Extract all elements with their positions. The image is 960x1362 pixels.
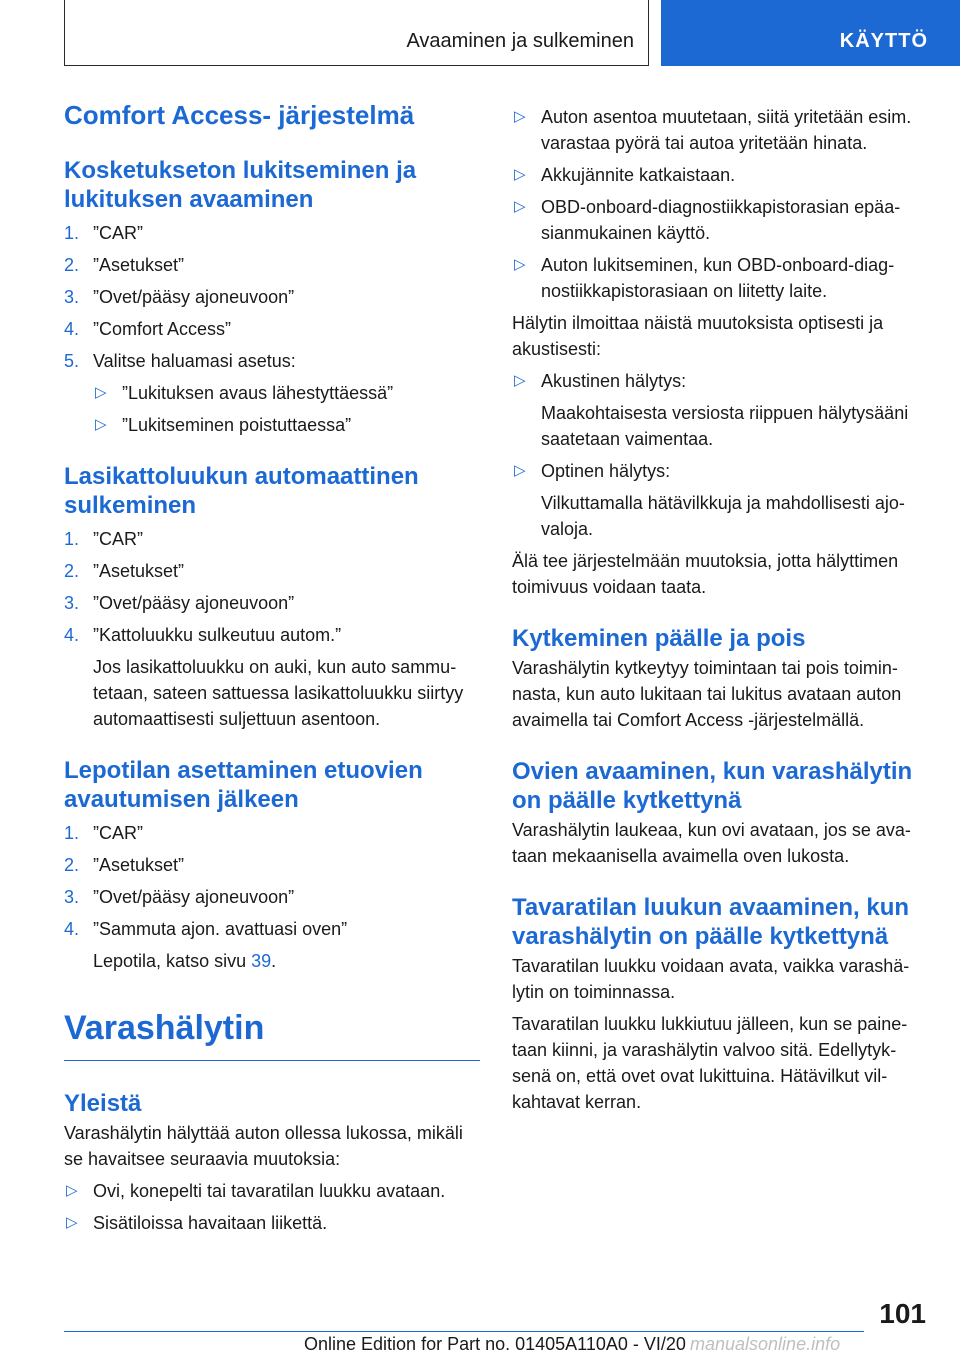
step-number: 4. bbox=[64, 919, 80, 939]
switch-text: Varashälytin kytkeytyy toimintaan tai pois toiminnasta, kun auto lukitaan tai lukitus avataan auton avaimella tai Comfort Access -järjestelmällä. bbox=[512, 658, 902, 730]
list-item bbox=[64, 622, 480, 648]
edition-text: Online Edition for Part no. 01405A110A0 - VI/20 bbox=[304, 1334, 686, 1354]
header-section-title: Avaaminen ja sulkeminen bbox=[406, 30, 634, 52]
standby-note bbox=[64, 948, 480, 974]
list-item bbox=[512, 252, 928, 304]
bullet-text: OBD-onboard-diagnostiikkapistorasian epäasianmukainen käyttö. bbox=[541, 197, 901, 243]
touchless-options-list bbox=[64, 380, 480, 438]
acoustic-label: Akustinen hälytys: bbox=[541, 371, 687, 391]
warning-text: Älä tee järjestelmään muutoksia, jotta hälyttimen toimivuus voidaan taata. bbox=[512, 551, 899, 597]
step-number: 3. bbox=[64, 887, 80, 907]
step-text: Valitse haluamasi asetus: bbox=[93, 351, 296, 371]
left-column bbox=[64, 100, 480, 1236]
right-column bbox=[512, 104, 928, 1115]
triangle-bullet-icon: ▷ bbox=[95, 416, 107, 433]
step-number: 5. bbox=[64, 351, 80, 371]
triangle-bullet-icon: ▷ bbox=[514, 198, 526, 215]
standby-note-prefix: Lepotila, katso sivu bbox=[93, 951, 252, 971]
step-number: 4. bbox=[64, 625, 80, 645]
trunk-title: Tavaratilan luukun avaaminen, kun varashälytin on päälle kytkettynä bbox=[512, 894, 910, 950]
step-number: 1. bbox=[64, 223, 80, 243]
bullet-text: Sisätiloissa havaitaan liikettä. bbox=[93, 1213, 328, 1233]
list-item bbox=[512, 162, 928, 188]
page-reference-link[interactable]: 39 bbox=[251, 951, 272, 971]
optical-label: Optinen hälytys: bbox=[541, 461, 671, 481]
signal-text: Hälytin ilmoittaa näistä muutoksista optisesti ja akustisesti: bbox=[512, 313, 884, 359]
list-item bbox=[64, 412, 480, 438]
step-text: ”CAR” bbox=[93, 529, 143, 549]
step-text: ”CAR” bbox=[93, 823, 143, 843]
list-item bbox=[64, 916, 480, 942]
sunroof-closing-title: Lasikattoluukun automaattinen sulkeminen bbox=[64, 463, 419, 519]
triangle-bullet-icon: ▷ bbox=[514, 256, 526, 273]
bullet-text: Auton lukitseminen, kun OBD-onboard-diagnostiikkapistorasiaan on liitetty laite. bbox=[541, 255, 895, 301]
list-item bbox=[64, 348, 480, 374]
header-chapter-tab[interactable] bbox=[661, 0, 960, 66]
step-text: ”Asetukset” bbox=[93, 561, 185, 581]
step-text: ”CAR” bbox=[93, 223, 143, 243]
general-title: Yleistä bbox=[64, 1090, 142, 1117]
doors-text: Varashälytin laukeaa, kun ovi avataan, jos se avataan mekaanisella avaimella oven lukosta. bbox=[512, 820, 911, 866]
triangle-bullet-icon: ▷ bbox=[514, 462, 526, 479]
bullet-text: Akkujännite katkaistaan. bbox=[541, 165, 736, 185]
list-item bbox=[64, 252, 480, 278]
step-number: 3. bbox=[64, 287, 80, 307]
triangle-bullet-icon: ▷ bbox=[66, 1182, 78, 1199]
touchless-steps-list bbox=[64, 220, 480, 374]
step-text: ”Ovet/pääsy ajoneuvoon” bbox=[93, 593, 295, 613]
standby-steps-list bbox=[64, 820, 480, 942]
switch-title: Kytkeminen päälle ja pois bbox=[512, 625, 806, 652]
trunk-text-2: Tavaratilan luukku lukkiutuu jälleen, kun se painetaan kiinni, ja varashälytin valvoo sitä. Edellytyksenä on, että ovet ovat lukittuina. Hätävilkut vilkahtavat kerran. bbox=[512, 1014, 908, 1112]
trunk-text-1: Tavaratilan luukku voidaan avata, vaikka varashälytin on toiminnassa. bbox=[512, 956, 910, 1002]
standby-title: Lepotilan asettaminen etuovien avautumisen jälkeen bbox=[64, 757, 423, 813]
general-text: Varashälytin hälyttää auton ollessa lukossa, mikäli se havaitsee seuraavia muutoksia: bbox=[64, 1123, 463, 1169]
acoustic-list bbox=[512, 368, 928, 394]
list-item bbox=[64, 1178, 480, 1204]
bullet-text: Auton asentoa muutetaan, siitä yritetään esim. varastaa pyörä tai autoa yritetään hinata. bbox=[541, 107, 912, 153]
list-item bbox=[64, 526, 480, 552]
step-number: 3. bbox=[64, 593, 80, 613]
sunroof-note: Jos lasikattoluukku on auki, kun auto sammutetaan, sateen sattuessa lasikattoluukku siirtyy automaattisesti suljettuun asentoon. bbox=[93, 657, 464, 729]
step-number: 2. bbox=[64, 561, 80, 581]
alarm-title: Varashälytin bbox=[64, 1009, 265, 1047]
section-divider bbox=[64, 1060, 480, 1061]
option-text: ”Lukitseminen poistuttaessa” bbox=[122, 415, 352, 435]
optical-note: Vilkuttamalla hätävilkkuja ja mahdollisesti ajovaloja. bbox=[541, 493, 905, 539]
step-text: ”Asetukset” bbox=[93, 255, 185, 275]
triangle-bullet-icon: ▷ bbox=[514, 372, 526, 389]
step-text: ”Asetukset” bbox=[93, 855, 185, 875]
list-item bbox=[64, 380, 480, 406]
step-number: 4. bbox=[64, 319, 80, 339]
step-number: 2. bbox=[64, 255, 80, 275]
standby-note-suffix: . bbox=[271, 951, 277, 971]
comfort-access-title: Comfort Access- järjestelmä bbox=[64, 100, 415, 130]
list-item bbox=[64, 220, 480, 246]
list-item bbox=[512, 104, 928, 156]
acoustic-note: Maakohtaisesta versiosta riippuen hälytysääni saatetaan vaimentaa. bbox=[541, 403, 909, 449]
triangle-bullet-icon: ▷ bbox=[95, 384, 107, 401]
touchless-locking-title: Kosketukseton lukitseminen ja lukituksen avaaminen bbox=[64, 157, 417, 213]
option-text: ”Lukituksen avaus lähestyttäessä” bbox=[122, 383, 394, 403]
triangle-bullet-icon: ▷ bbox=[514, 108, 526, 125]
footer-divider bbox=[64, 1331, 864, 1332]
list-item bbox=[64, 852, 480, 878]
list-item bbox=[64, 884, 480, 910]
triangle-bullet-icon: ▷ bbox=[514, 166, 526, 183]
list-item bbox=[512, 458, 928, 484]
page-number: 101 bbox=[879, 1298, 926, 1329]
step-text: ”Kattoluukku sulkeutuu autom.” bbox=[93, 625, 342, 645]
step-number: 2. bbox=[64, 855, 80, 875]
triangle-bullet-icon: ▷ bbox=[66, 1214, 78, 1231]
step-number: 1. bbox=[64, 529, 80, 549]
bullet-text: Ovi, konepelti tai tavaratilan luukku avataan. bbox=[93, 1181, 446, 1201]
optical-list bbox=[512, 458, 928, 484]
list-item bbox=[64, 558, 480, 584]
list-item bbox=[64, 316, 480, 342]
list-item bbox=[512, 368, 928, 394]
header-section-box bbox=[64, 0, 649, 66]
chapter-tab-label: KÄYTTÖ bbox=[839, 30, 928, 52]
list-item bbox=[64, 284, 480, 310]
sunroof-steps-list bbox=[64, 526, 480, 648]
step-text: ”Ovet/pääsy ajoneuvoon” bbox=[93, 887, 295, 907]
list-item bbox=[512, 194, 928, 246]
step-text: ”Comfort Access” bbox=[93, 319, 232, 339]
doors-title: Ovien avaaminen, kun varashälytin on päälle kytkettynä bbox=[512, 758, 913, 814]
general-bullets-list bbox=[64, 1178, 480, 1236]
step-number: 1. bbox=[64, 823, 80, 843]
step-text: ”Sammuta ajon. avattuasi oven” bbox=[93, 919, 348, 939]
step-text: ”Ovet/pääsy ajoneuvoon” bbox=[93, 287, 295, 307]
watermark-text: manualsonline.info bbox=[690, 1334, 841, 1354]
list-item bbox=[64, 590, 480, 616]
list-item bbox=[64, 820, 480, 846]
list-item bbox=[64, 1210, 480, 1236]
changes-bullets-list bbox=[512, 104, 928, 304]
